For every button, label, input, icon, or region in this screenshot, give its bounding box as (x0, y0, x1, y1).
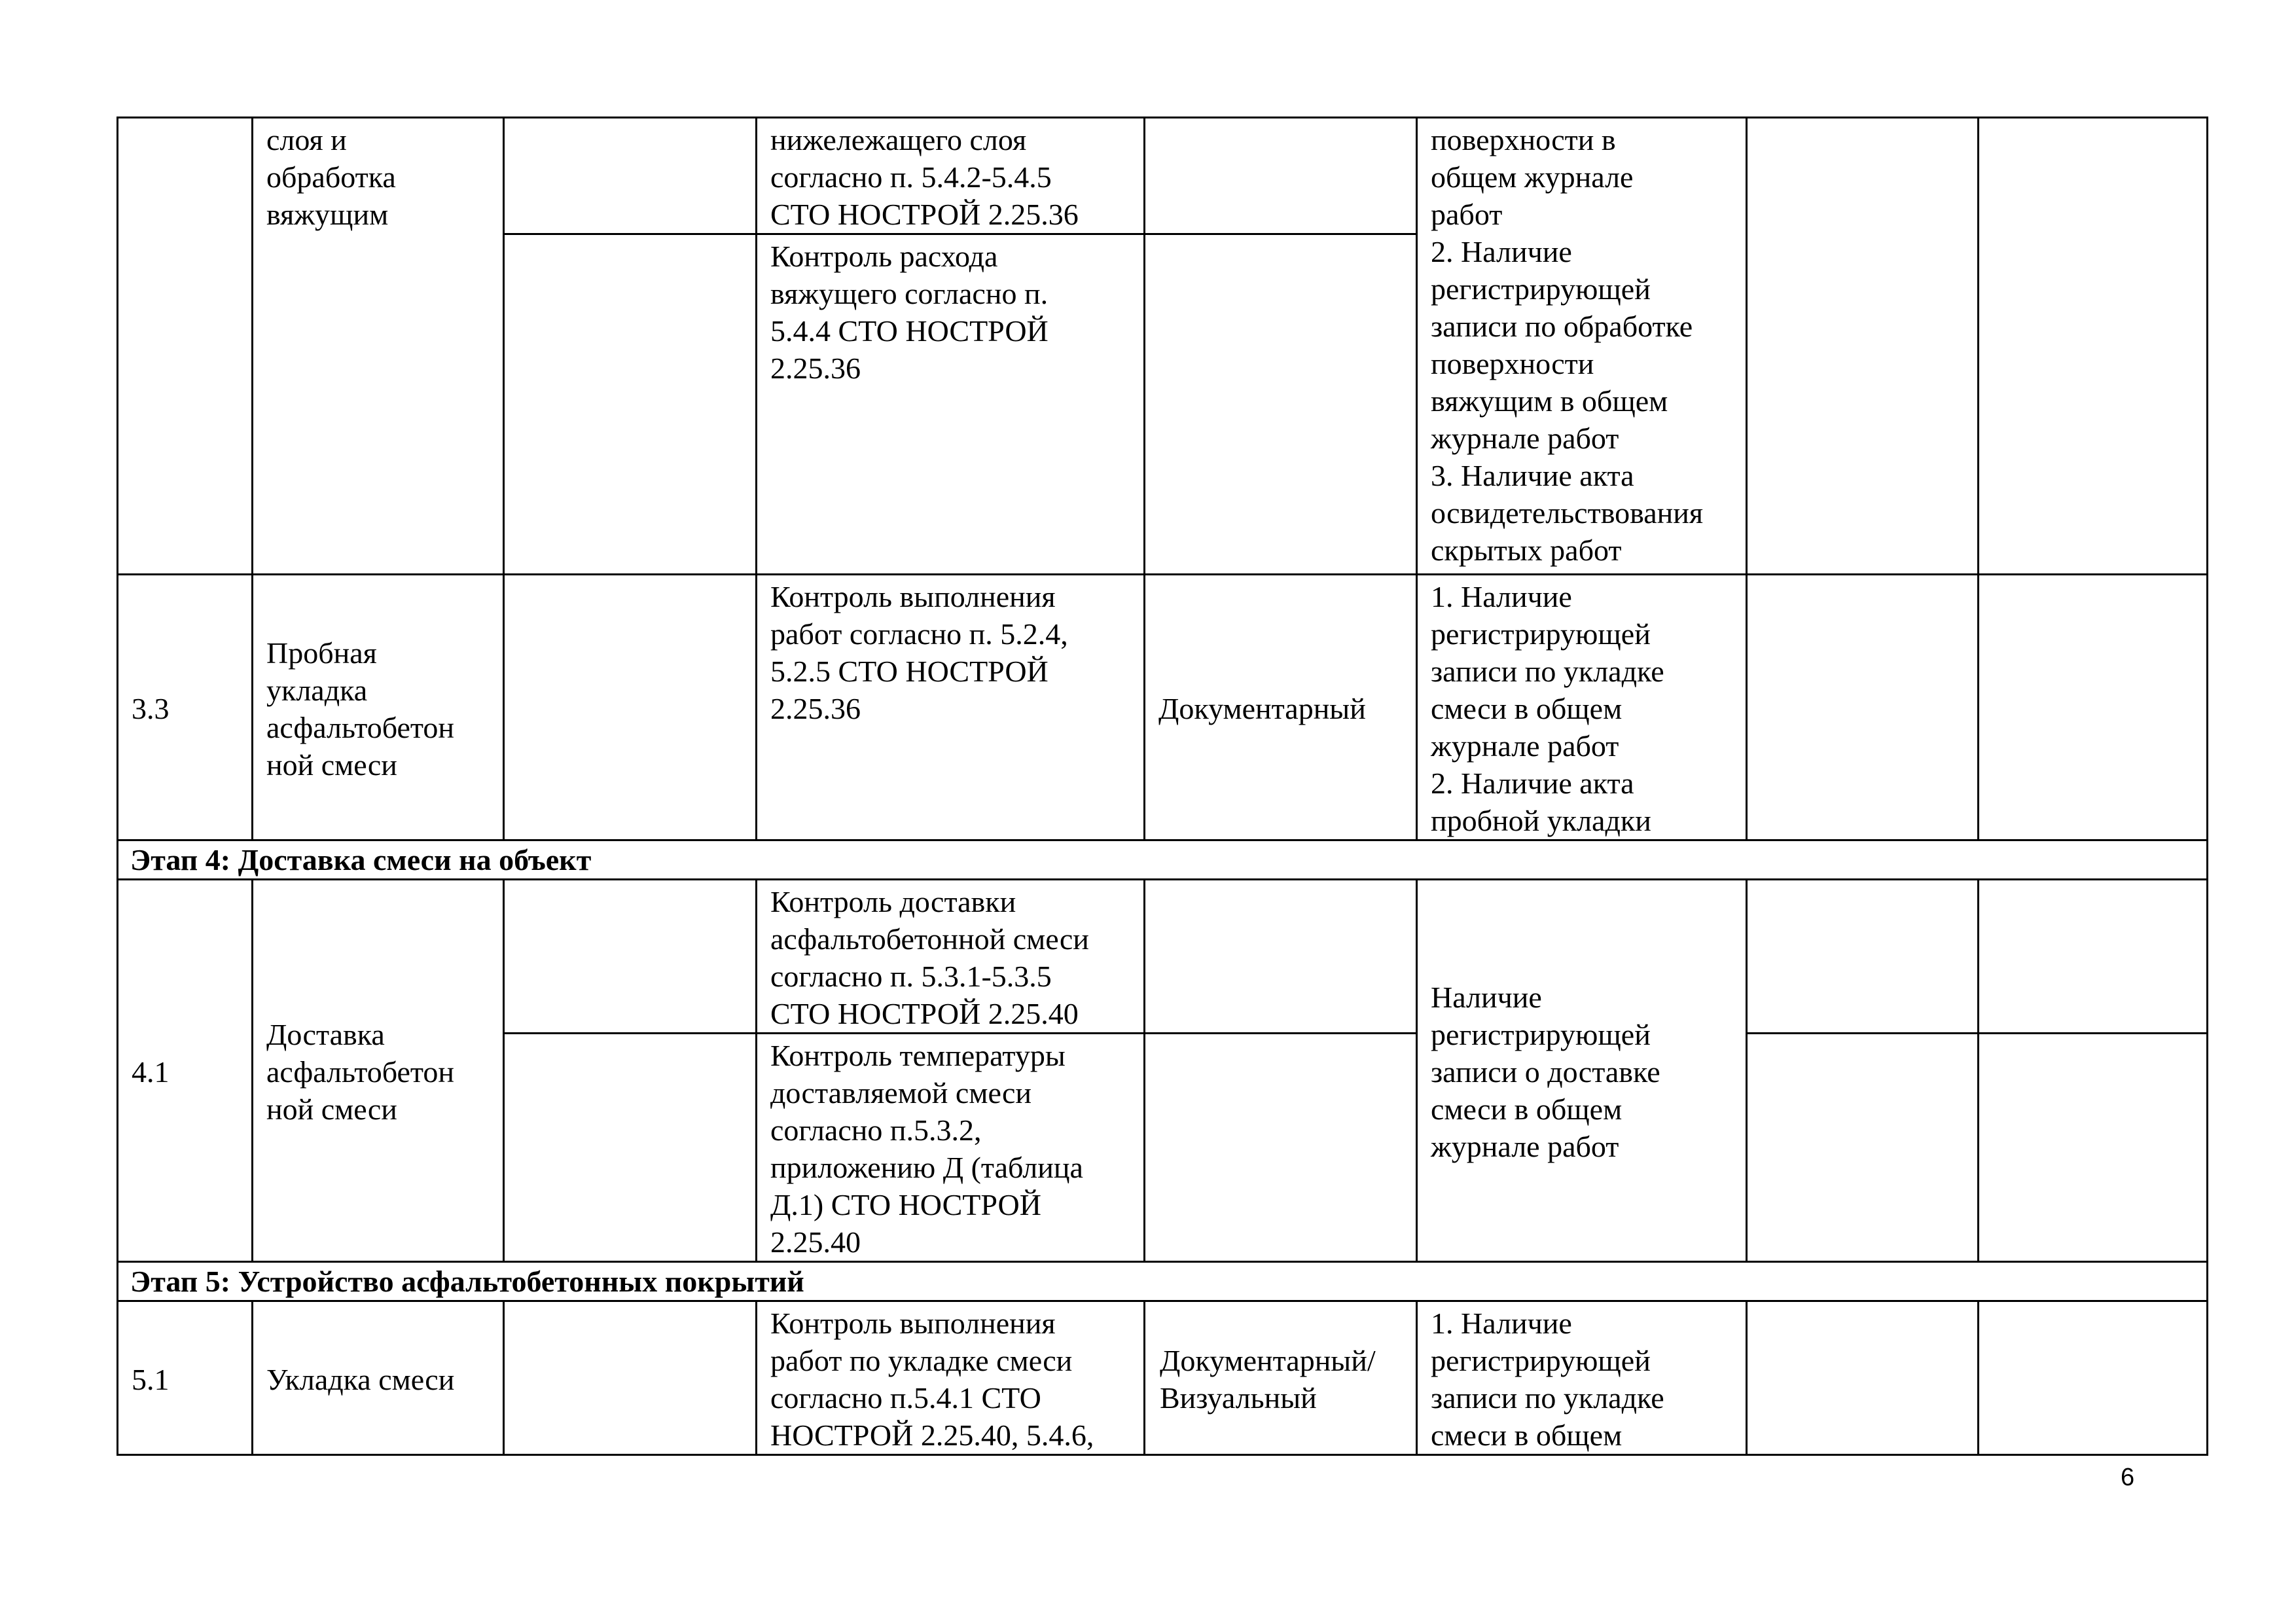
work-name-line: слоя и (266, 123, 347, 156)
documents-line: общем журнале (1431, 160, 1634, 194)
control-line: НОСТРОЙ 2.25.40, 5.4.6, (770, 1418, 1094, 1452)
documents-line: записи по обработке (1431, 310, 1693, 343)
control-line: согласно п. 5.3.1-5.3.5 (770, 960, 1052, 993)
documents-line: Наличие (1431, 981, 1542, 1014)
cell-method (1145, 118, 1417, 234)
cell-work-name: Укладка смеси (253, 1301, 504, 1455)
cell-empty (1979, 880, 2208, 1034)
cell-number: 4.1 (118, 880, 253, 1262)
cell-work-name (253, 880, 504, 1262)
control-line: работ по укладке смеси (770, 1344, 1073, 1377)
work-name-line: вяжущим (266, 198, 389, 231)
cell-method: Документарный (1145, 575, 1417, 840)
stage-heading: Этап 4: Доставка смеси на объект (118, 840, 2208, 880)
control-line: Контроль доставки (770, 885, 1016, 918)
stage-heading: Этап 5: Устройство асфальтобетонных покрытий (118, 1262, 2208, 1301)
documents-line: пробной укладки (1431, 804, 1651, 837)
table-row (118, 575, 2208, 840)
table-row (118, 118, 2208, 234)
documents-line: смеси в общем (1431, 1092, 1623, 1126)
documents-line: 2. Наличие акта (1431, 767, 1634, 800)
work-name-line: Доставка (266, 1018, 385, 1051)
method-line: Документарный/ (1160, 1344, 1376, 1377)
documents-line: журнале работ (1431, 729, 1619, 763)
cell-empty (1747, 575, 1979, 840)
control-line: асфальтобетонной смеси (770, 922, 1089, 956)
control-line: Д.1) СТО НОСТРОЙ (770, 1188, 1041, 1221)
inspection-table (117, 117, 2208, 1456)
cell-control (757, 1034, 1145, 1262)
cell-empty (1747, 1301, 1979, 1455)
cell-work-name (253, 118, 504, 575)
cell-number (118, 118, 253, 575)
cell-empty (1979, 575, 2208, 840)
cell-control (757, 118, 1145, 234)
control-line: 2.25.36 (770, 692, 861, 725)
documents-line: освидетельствования (1431, 496, 1704, 530)
cell-control (757, 234, 1145, 575)
work-name-line: ной смеси (266, 1092, 397, 1126)
control-line: Контроль расхода (770, 240, 998, 273)
cell-empty (504, 118, 757, 234)
documents-line: 2. Наличие (1431, 235, 1572, 268)
documents-line: регистрирующей (1431, 1018, 1651, 1051)
cell-method (1145, 234, 1417, 575)
cell-control (757, 880, 1145, 1034)
cell-control (757, 575, 1145, 840)
cell-empty (504, 234, 757, 575)
work-name-line: укладка (266, 673, 368, 707)
documents-line: поверхности (1431, 347, 1594, 380)
cell-number: 3.3 (118, 575, 253, 840)
control-line: СТО НОСТРОЙ 2.25.36 (770, 198, 1079, 231)
cell-method (1145, 1301, 1417, 1455)
cell-empty (504, 575, 757, 840)
cell-empty (1979, 1301, 2208, 1455)
work-name-line: асфальтобетон (266, 1055, 455, 1089)
control-line: приложению Д (таблица (770, 1151, 1083, 1184)
work-name-line: обработка (266, 160, 396, 194)
cell-control (757, 1301, 1145, 1455)
work-name-line: асфальтобетон (266, 710, 455, 744)
cell-empty (504, 1301, 757, 1455)
cell-documents (1417, 118, 1747, 575)
control-line: Контроль выполнения (770, 580, 1056, 613)
documents-line: поверхности в (1431, 123, 1616, 156)
documents-line: смеси в общем (1431, 692, 1623, 725)
control-line: согласно п.5.4.1 СТО (770, 1381, 1041, 1415)
cell-number: 5.1 (118, 1301, 253, 1455)
control-line: 2.25.40 (770, 1225, 861, 1259)
method-line: Визуальный (1160, 1381, 1317, 1415)
cell-work-name (253, 575, 504, 840)
cell-empty (1979, 1034, 2208, 1262)
work-name-line: ной смеси (266, 748, 397, 782)
control-line: 2.25.36 (770, 352, 861, 385)
control-line: 5.4.4 СТО НОСТРОЙ (770, 314, 1049, 348)
cell-empty (504, 1034, 757, 1262)
documents-line: работ (1431, 198, 1503, 231)
control-line: нижележащего слоя (770, 123, 1027, 156)
documents-line: регистрирующей (1431, 272, 1651, 306)
documents-line: записи по укладке (1431, 655, 1664, 688)
stage-row (118, 1262, 2208, 1301)
documents-line: скрытых работ (1431, 533, 1622, 567)
control-line: СТО НОСТРОЙ 2.25.40 (770, 997, 1079, 1030)
cell-documents (1417, 880, 1747, 1262)
control-line: Контроль температуры (770, 1039, 1066, 1072)
cell-method (1145, 1034, 1417, 1262)
work-name-line: Пробная (266, 636, 377, 670)
cell-documents (1417, 575, 1747, 840)
control-line: 5.2.5 СТО НОСТРОЙ (770, 655, 1049, 688)
documents-line: журнале работ (1431, 422, 1619, 455)
documents-line: вяжущим в общем (1431, 384, 1668, 418)
cell-empty (1747, 880, 1979, 1034)
control-line: работ согласно п. 5.2.4, (770, 617, 1068, 651)
documents-line: 1. Наличие (1431, 1307, 1572, 1340)
cell-empty (1747, 118, 1979, 575)
page-number: 6 (2121, 1464, 2135, 1491)
cell-empty (1747, 1034, 1979, 1262)
table-row (118, 1301, 2208, 1455)
control-line: доставляемой смеси (770, 1076, 1032, 1110)
documents-line: регистрирующей (1431, 617, 1651, 651)
stage-row (118, 840, 2208, 880)
control-line: согласно п.5.3.2, (770, 1113, 982, 1147)
documents-line: записи о доставке (1431, 1055, 1660, 1089)
table-row (118, 880, 2208, 1034)
documents-line: журнале работ (1431, 1130, 1619, 1163)
documents-line: 1. Наличие (1431, 580, 1572, 613)
documents-line: смеси в общем (1431, 1418, 1623, 1452)
documents-line: регистрирующей (1431, 1344, 1651, 1377)
cell-empty (504, 880, 757, 1034)
control-line: согласно п. 5.4.2-5.4.5 (770, 160, 1052, 194)
documents-line: записи по укладке (1431, 1381, 1664, 1415)
control-line: Контроль выполнения (770, 1307, 1056, 1340)
control-line: вяжущего согласно п. (770, 277, 1049, 310)
cell-empty (1979, 118, 2208, 575)
cell-documents (1417, 1301, 1747, 1455)
cell-method (1145, 880, 1417, 1034)
documents-line: 3. Наличие акта (1431, 459, 1634, 492)
